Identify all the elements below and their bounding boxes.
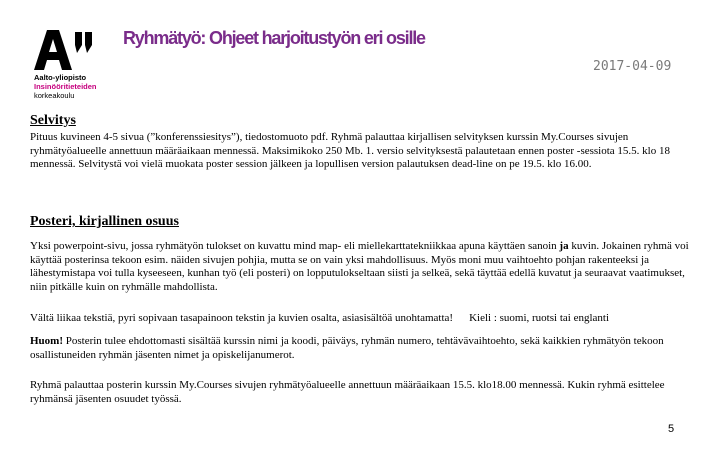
posteri-p1-text-b: kuvin. Jokainen ryhmä voi käyttää posterinsa tekoon esim. näiden sivujen pohjia, mutta se on vain yksi mahdollisuus. Myös moni muu vaihtoehto pohjan rakenteeksi ja lähestymistapa voi tulla kyseeseen, kunhan työ (eli posteri) on lopputulokseltaan siisti ja selkeä, sekä täyttää edellä kuvatut ja seuraavat vaatimukset, niin pitkälle kuin on ryhmälle mahdollista. xyxy=(30,240,689,293)
page-title: Ryhmätyö: Ohjeet harjoitustyön eri osille xyxy=(123,28,425,48)
section-heading-posteri: Posteri, kirjallinen osuus xyxy=(30,214,179,229)
logo-line-2: Insinööritieteiden xyxy=(34,82,97,91)
section-heading-selvitys: Selvitys xyxy=(30,113,76,128)
posteri-paragraph-2 xyxy=(30,312,690,326)
posteri-paragraph-1 xyxy=(30,240,690,294)
aalto-logo-text xyxy=(34,73,97,100)
document-date: 2017-04-09 xyxy=(593,59,672,74)
logo-line-1: Aalto-yliopisto xyxy=(34,73,87,82)
posteri-p1-bold: ja xyxy=(559,240,569,252)
posteri-p2-text-a: Vältä liikaa tekstiä, pyri sopivaan tasapainoon tekstin ja kuvien osalta, asiasisältöä unohtamatta! xyxy=(30,312,454,324)
aalto-logo-mark-icon xyxy=(30,26,100,72)
posteri-p3-bold: Huom! xyxy=(30,335,63,347)
posteri-p3-text: Posterin tulee ehdottomasti sisältää kurssin nimi ja koodi, päiväys, ryhmän numero, tehtävävaihtoehto, sekä kaikkien ryhmätyön tekoon osallistuneiden ryhmän jäsenten nimet ja opiskelijanumerot. xyxy=(30,335,664,361)
logo-line-3: korkeakoulu xyxy=(34,91,75,100)
posteri-p1-text-a: Yksi powerpoint-sivu, jossa ryhmätyön tulokset on kuvattu mind map- eli miellekarttatekniikkaa apuna käyttäen sanoin xyxy=(30,240,560,252)
posteri-p2-text-b: Kieli : suomi, ruotsi tai englanti xyxy=(469,312,610,324)
page-number: 5 xyxy=(668,423,675,435)
posteri-paragraph-3 xyxy=(30,335,690,362)
posteri-paragraph-4: Ryhmä palauttaa posterin kurssin My.Courses sivujen ryhmätyöalueelle annettuun määräaikaan 15.5. klo18.00 mennessä. Kukin ryhmä esittelee ryhmänsä jäsenten osuudet työssä. xyxy=(30,379,665,405)
selvitys-paragraph: Pituus kuvineen 4-5 sivua (”konferenssiesitys”), tiedostomuoto pdf. Ryhmä palauttaa kirjallisen selvityksen kurssin My.Courses sivujen ryhmätyöalueelle annettuun määräaikaan mennessä. Maksimikoko 250 Mb. 1. versio selvityksestä palautetaan ennen poster -sessiota 15.5. klo 18 mennessä. Selvitystä voi vielä muokata poster session jälkeen ja lopullisen version palautuksen dead-line on pe 19.5. klo 16.00. xyxy=(30,131,670,170)
